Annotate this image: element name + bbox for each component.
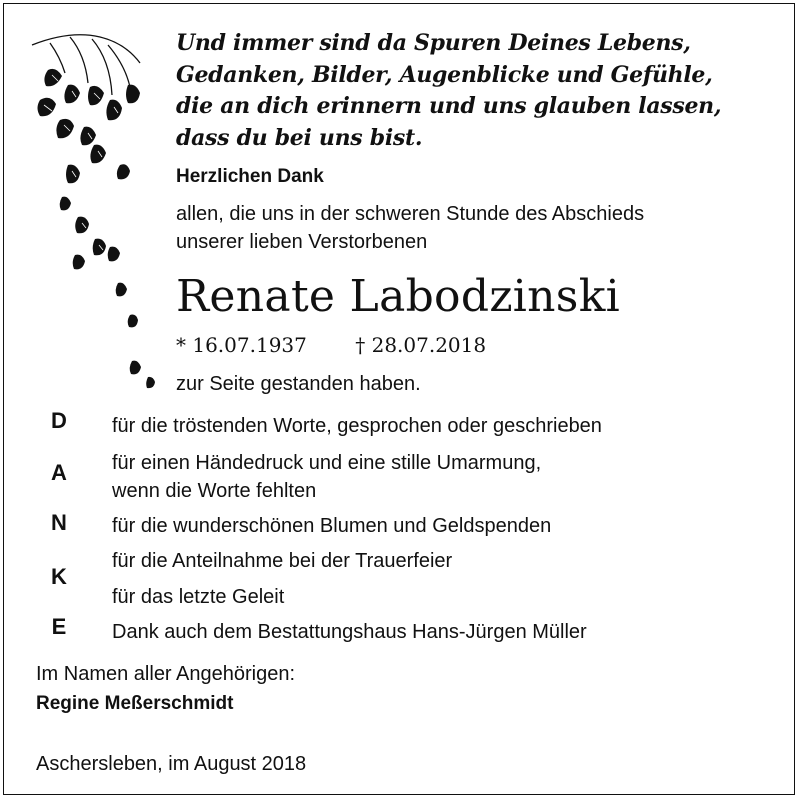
poem (176, 28, 776, 154)
danke-letter: K (51, 564, 67, 589)
list-item: für die tröstenden Worte, gesprochen oder geschrieben (112, 415, 602, 437)
danke-letter: E (51, 614, 67, 639)
danke-letter: N (51, 510, 67, 535)
life-dates (176, 331, 486, 359)
list-item: wenn die Worte fehlten (112, 480, 317, 502)
death-date: † 28.07.2018 (355, 333, 487, 357)
thanks-line: unserer lieben Verstorbenen (176, 231, 428, 253)
danke-letter: D (51, 408, 67, 433)
thanks-heading: Herzlichen Dank (176, 166, 324, 187)
list-item: für einen Händedruck und eine stille Umarmung, (112, 452, 542, 474)
poem-line: die an dich erinnern und uns glauben lassen, (176, 93, 722, 119)
list-item: für die wunderschönen Blumen und Geldspenden (112, 515, 552, 537)
stood-by-text: zur Seite gestanden haben. (176, 373, 421, 395)
poem-line: dass du bei uns bist. (176, 124, 423, 151)
danke-letter: A (51, 460, 67, 485)
poem-line: Und immer sind da Spuren Deines Lebens, (176, 30, 691, 56)
birth-date: * 16.07.1937 (176, 333, 307, 357)
falling-leaves-illustration (30, 25, 165, 405)
poem-line: Gedanken, Bilder, Augenblicke und Gefühle, (176, 61, 713, 88)
list-item: für die Anteilnahme bei der Trauerfeier (112, 550, 453, 572)
list-item: für das letzte Geleit (112, 586, 285, 608)
thanks-text (176, 200, 644, 256)
deceased-name: Renate Labodzinski (176, 271, 621, 322)
place-date: Aschersleben, im August 2018 (36, 753, 307, 775)
thanks-line: allen, die uns in der schweren Stunde des Abschieds (176, 203, 645, 225)
list-item: Dank auch dem Bestattungshaus Hans-Jürgen Müller (112, 621, 587, 643)
behalf-line: Im Namen aller Angehörigen: (36, 663, 296, 685)
signer-name: Regine Meßerschmidt (36, 693, 234, 714)
